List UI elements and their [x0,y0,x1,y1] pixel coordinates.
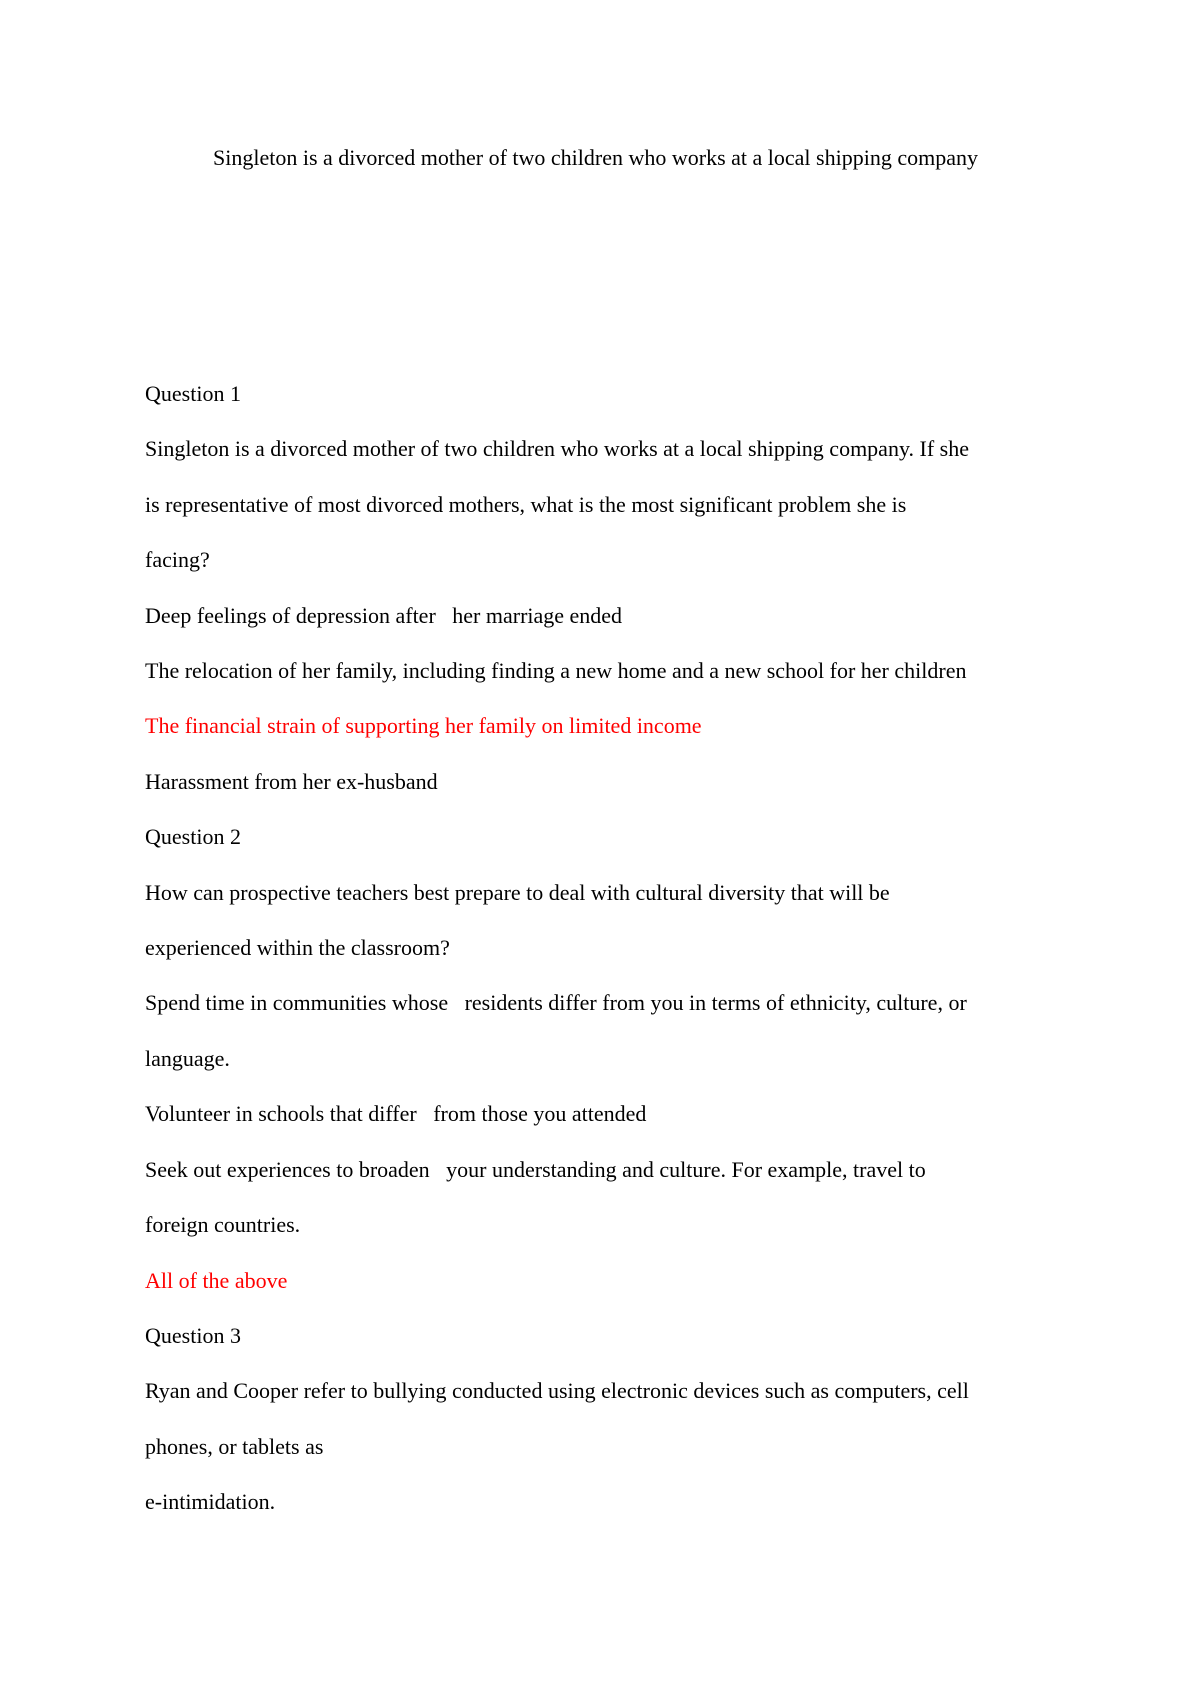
question-1-prompt-line-2: is representative of most divorced mothers, what is the most significant problem she is [145,491,907,517]
question-1-option-b: The relocation of her family, including finding a new home and a new school for her children [145,658,967,684]
question-2-option-c-line-2: foreign countries. [145,1212,301,1238]
question-2-option-a-line-1: Spend time in communities whose residents differ from you in terms of ethnicity, culture, or [145,990,967,1016]
question-2-option-a-line-2: language. [145,1045,230,1071]
question-1-prompt-line-3: facing? [145,547,210,573]
question-1-option-a: Deep feelings of depression after her marriage ended [145,602,623,628]
question-1-option-c-correct-answer: The financial strain of supporting her family on limited income [145,713,702,739]
question-2-option-d-correct-answer: All of the above [145,1267,288,1293]
document-title: Singleton is a divorced mother of two children who works at a local shipping company [213,145,978,170]
question-3-prompt-line-2: phones, or tablets as [145,1433,324,1459]
question-2-prompt-line-2: experienced within the classroom? [145,935,450,961]
question-1-heading: Question 1 [145,381,241,406]
question-3-prompt-line-1: Ryan and Cooper refer to bullying conducted using electronic devices such as computers, cell [145,1378,969,1404]
question-2-prompt-line-1: How can prospective teachers best prepare to deal with cultural diversity that will be [145,879,890,905]
question-2-option-b: Volunteer in schools that differ from those you attended [145,1101,647,1127]
question-2-option-c-line-1: Seek out experiences to broaden your understanding and culture. For example, travel to [145,1156,926,1182]
question-1-prompt-line-1: Singleton is a divorced mother of two children who works at a local shipping company. If she [145,436,970,462]
question-3-prompt-line-3: e-intimidation. [145,1489,276,1515]
question-2-heading: Question 2 [145,824,241,850]
question-1-option-d: Harassment from her ex-husband [145,768,438,794]
question-3-heading: Question 3 [145,1322,241,1348]
document-body [145,366,1065,1530]
